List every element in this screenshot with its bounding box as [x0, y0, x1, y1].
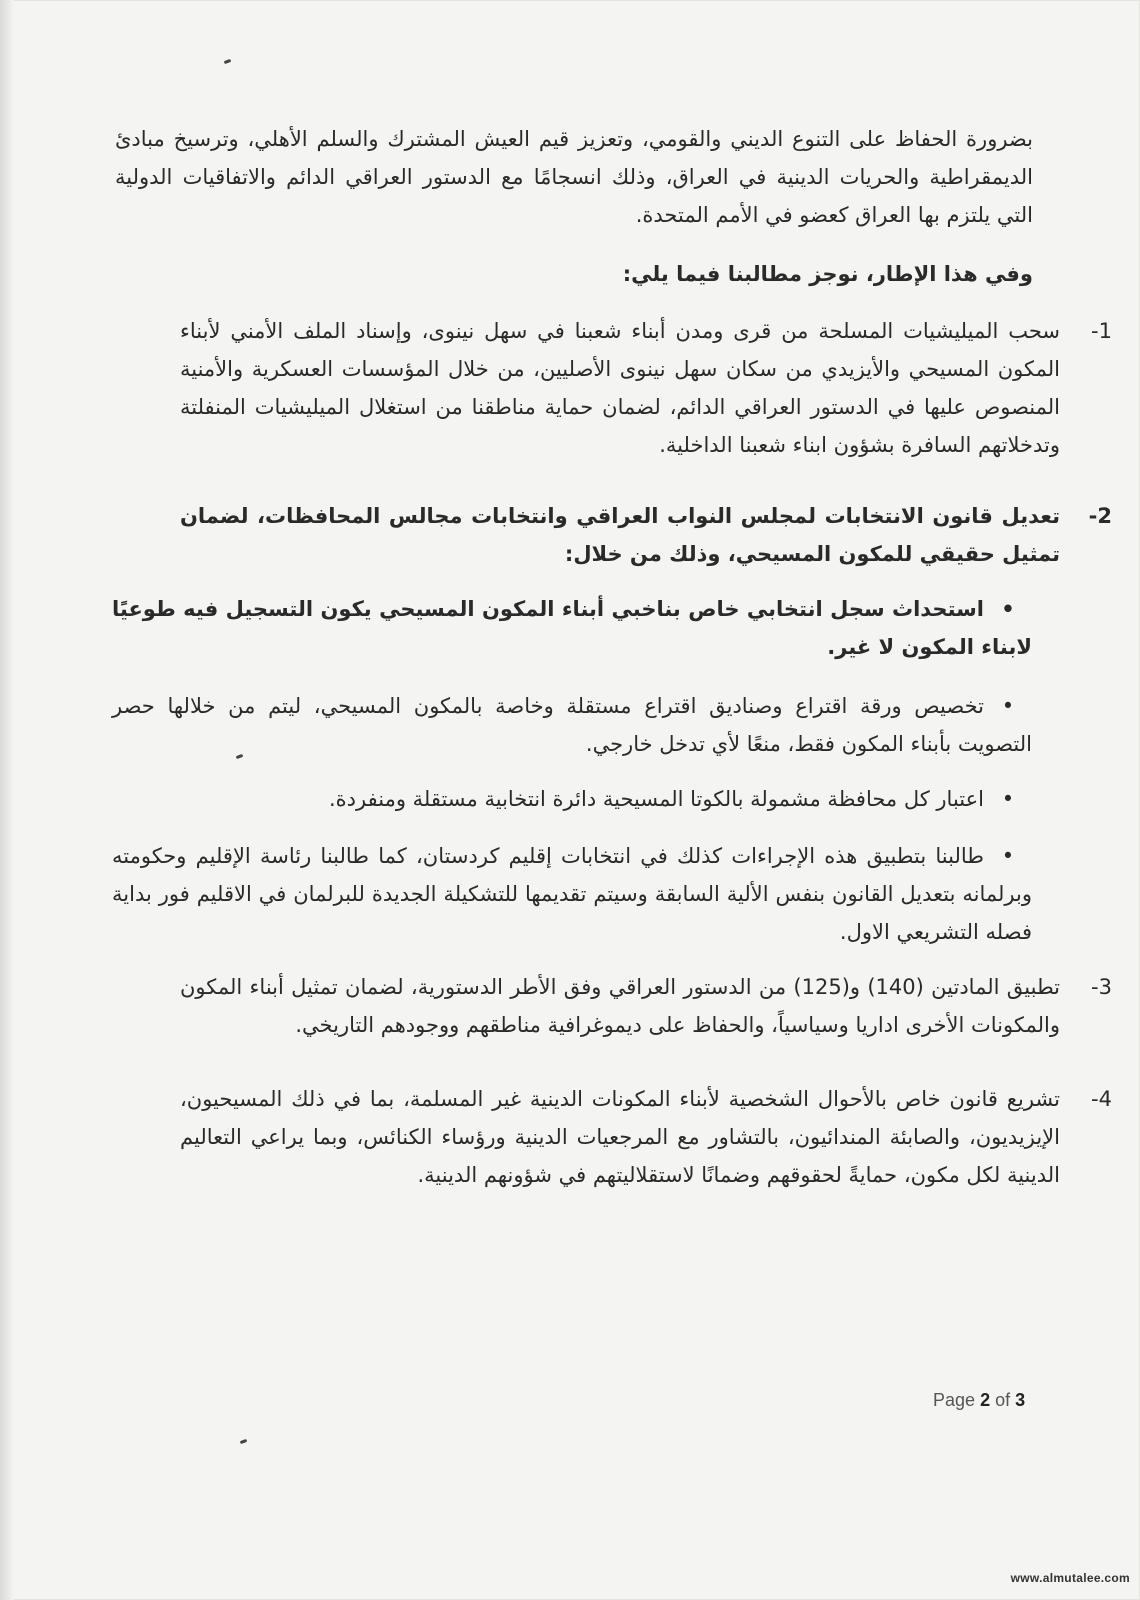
demand-item-2	[180, 497, 1112, 573]
bullet-item	[112, 837, 1032, 951]
item-number: -1	[1091, 319, 1112, 343]
item-text: سحب الميليشيات المسلحة من قرى ومدن أبناء شعبنا في سهل نينوى، وإسناد الملف الأمني لأبناء المكون المسيحي والأيزيدي من سكان سهل نينوى الأصليين، من خلال المؤسسات العسكرية والأمنية المنصوص عليها في الدستور العراقي الدائم، لضمان حماية مناطقنا من استغلال الميليشيات المنفلتة وتدخلاتهم السافرة بشؤون ابناء شعبنا الداخلية.	[180, 319, 1060, 457]
item-text: تعديل قانون الانتخابات لمجلس النواب العراقي وانتخابات مجالس المحافظات، لضمان تمثيل حقيقي للمكون المسيحي، وذلك من خلال:	[180, 504, 1060, 566]
demand-item-3	[180, 968, 1112, 1044]
bullet-icon: •	[1001, 787, 1015, 811]
bullet-item	[112, 590, 1032, 666]
bullet-text: طالبنا بتطبيق هذه الإجراءات كذلك في انتخابات إقليم كردستان، كما طالبنا رئاسة الإقليم وحكومته وبرلمانه بتعديل القانون بنفس الألية السابقة وسيتم تقديمها للتشكيلة الجديدة للبرلمان في الاقليم فور بداية فصله التشريعي الاول.	[112, 844, 1032, 944]
item-number: -4	[1091, 1087, 1112, 1111]
demands-heading: وفي هذا الإطار، نوجز مطالبنا فيما يلي:	[622, 262, 1033, 286]
bullet-text: تخصيص ورقة اقتراع وصناديق اقتراع مستقلة وخاصة بالمكون المسيحي، ليتم من خلالها حصر التصويت بأبناء المكون فقط، منعًا لأي تدخل خارجي.	[112, 694, 1032, 756]
item-number: -3	[1091, 975, 1112, 999]
bullet-text: اعتبار كل محافظة مشمولة بالكوتا المسيحية دائرة انتخابية مستقلة ومنفردة.	[329, 787, 984, 811]
bullet-icon: •	[1001, 694, 1015, 718]
scan-speck	[240, 1439, 248, 1444]
page-number: Page 2 of 3	[933, 1390, 1026, 1410]
bullet-item	[112, 780, 1032, 818]
item-text: تطبيق المادتين (140) و(125) من الدستور العراقي وفق الأطر الدستورية، لضمان تمثيل أبناء المكون والمكونات الأخرى اداريا وسياسياً، والحفاظ على ديموغرافية مناطقهم ووجودهم التاريخي.	[180, 975, 1061, 1037]
page-edge-shadow	[0, 0, 14, 1600]
item-text: تشريع قانون خاص بالأحوال الشخصية لأبناء المكونات الدينية غير المسلمة، بما في ذلك المسيحيون، الإيزيديون، والصابئة المندائيون، بالتشاور مع المرجعيات الدينية ورؤساء الكنائس، وبما يراعي التعاليم الدينية لكل مكون، حمايةً لحقوقهم وضمانًا لاستقلاليتهم في شؤونهم الدينية.	[180, 1087, 1060, 1187]
bullet-item	[112, 687, 1032, 763]
website-watermark: www.almutalee.com	[1010, 1571, 1130, 1585]
bullet-text: استحداث سجل انتخابي خاص بناخبي أبناء المكون المسيحي يكون التسجيل فيه طوعيًا لابناء المكون لا غير.	[112, 597, 1032, 659]
intro-paragraph: بضرورة الحفاظ على التنوع الديني والقومي، وتعزيز قيم العيش المشترك والسلم الأهلي، وترسيخ مبادئ الديمقراطية والحريات الدينية في العراق، وذلك انسجامًا مع الدستور العراقي الدائم والاتفاقيات الدولية التي يلتزم بها العراق كعضو في الأمم المتحدة.	[115, 127, 1033, 227]
scan-speck	[224, 59, 232, 64]
bullet-icon: •	[1001, 844, 1015, 868]
demand-item-4	[180, 1080, 1112, 1194]
item-number: -2	[1088, 504, 1112, 528]
bullet-icon: •	[1001, 597, 1015, 621]
demand-item-1	[180, 312, 1112, 464]
